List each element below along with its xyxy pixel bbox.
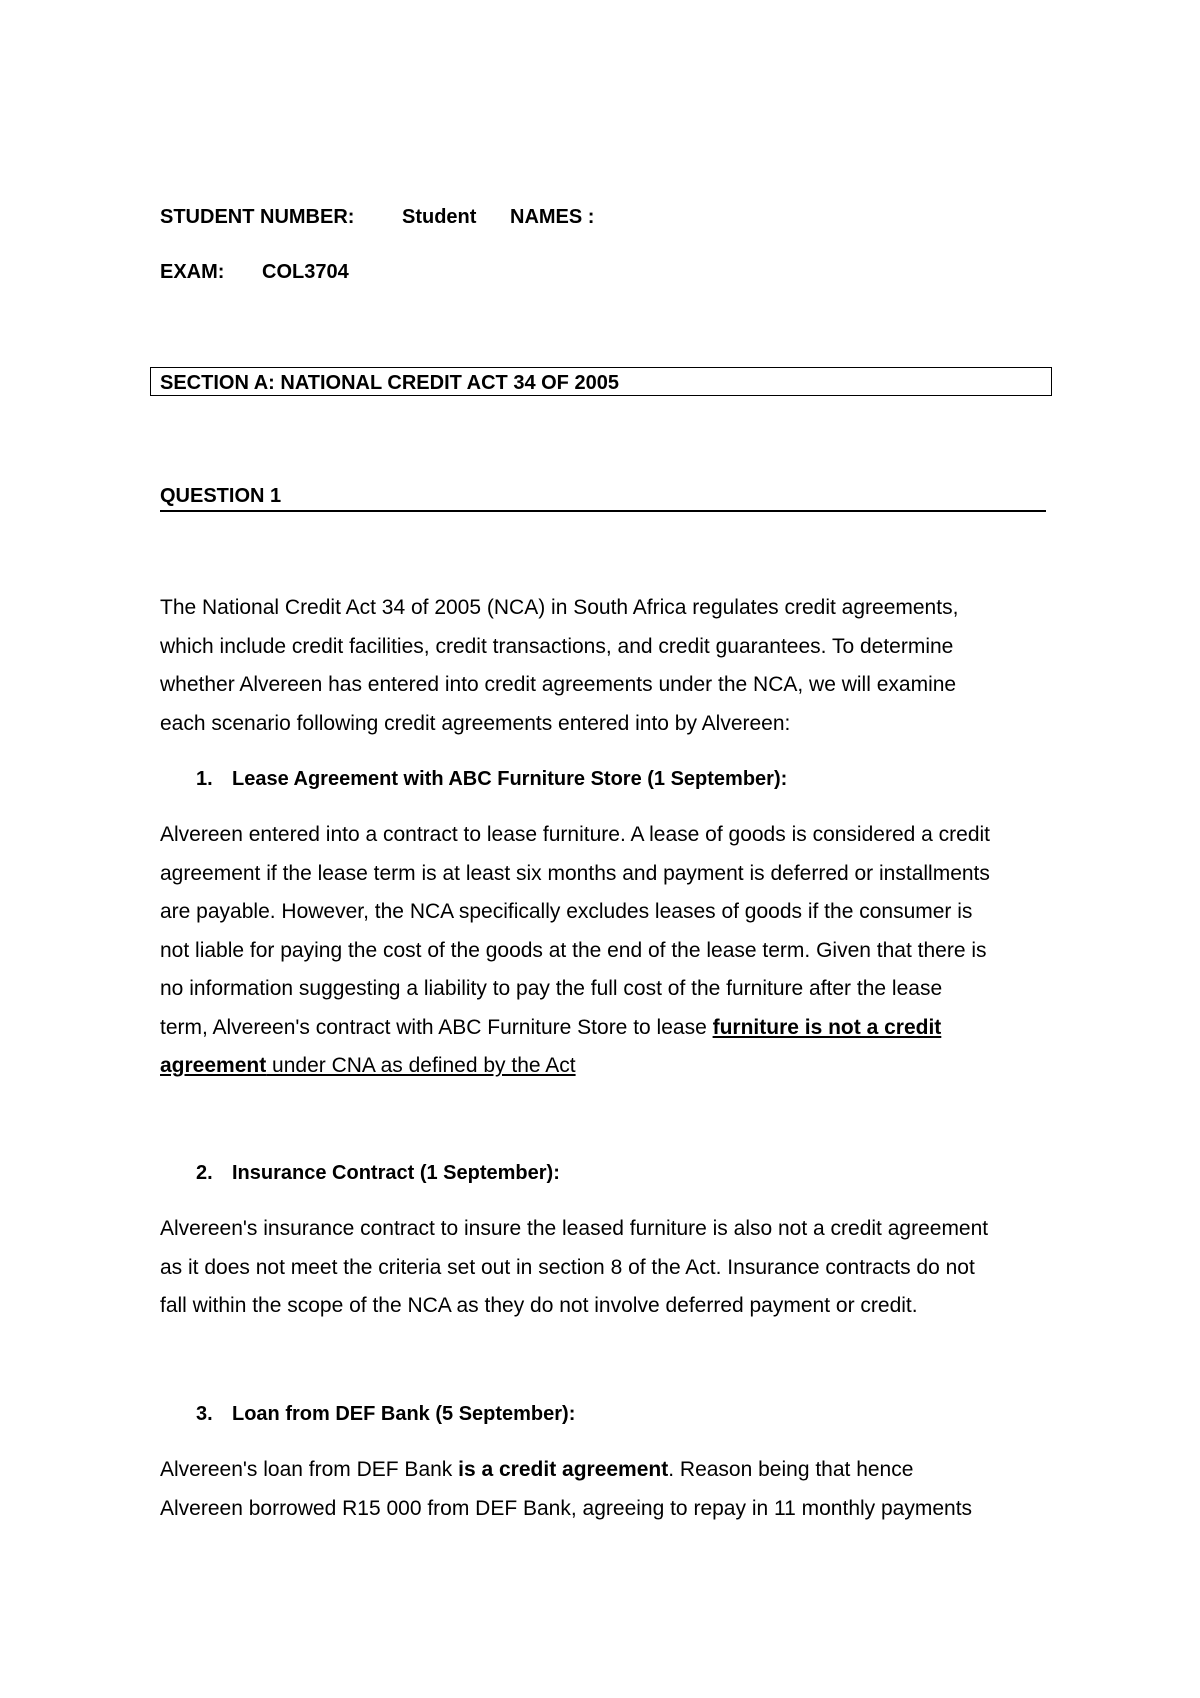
section-title: SECTION A: NATIONAL CREDIT ACT 34 OF 2005 <box>160 372 619 394</box>
item-1-line: no information suggesting a liability to pay the full cost of the furniture after the lease <box>160 977 943 1000</box>
item-3-line: Alvereen borrowed R15 000 from DEF Bank, agreeing to repay in 11 monthly payments <box>160 1496 973 1520</box>
item-number: 3. <box>196 1403 213 1425</box>
section-title-box <box>150 367 1052 396</box>
item-2-paragraph <box>160 1210 1060 1326</box>
item-2-line: as it does not meet the criteria set out in section 8 of the Act. Insurance contracts do not <box>160 1255 975 1279</box>
item-3-paragraph <box>160 1451 1060 1528</box>
intro-line: each scenario following credit agreements entered into by Alvereen: <box>160 711 791 735</box>
item-3-conclusion-bold: is a credit agreement <box>458 1458 669 1481</box>
item-3-line-mixed <box>160 1451 1060 1490</box>
item-3-line1-rest: . Reason being that hence <box>668 1458 914 1481</box>
item-1-line: Alvereen entered into a contract to lease furniture. A lease of goods is considered a credit <box>160 823 991 846</box>
intro-paragraph <box>160 589 1060 743</box>
student-value: Student <box>402 206 477 228</box>
item-heading-1 <box>196 768 787 791</box>
item-1-conclusion-underlined: under CNA as defined by the Act <box>266 1054 576 1077</box>
intro-line: which include credit facilities, credit transactions, and credit guarantees. To determine <box>160 634 954 658</box>
item-1-line: are payable. However, the NCA specifically excludes leases of goods if the consumer is <box>160 900 973 923</box>
item-1-conclusion-bold: furniture is not a credit <box>712 1015 942 1039</box>
item-1-line: not liable for paying the cost of the goods at the end of the lease term. Given that there is <box>160 938 987 962</box>
names-label: NAMES : <box>510 206 595 228</box>
item-3-line1-plain: Alvereen's loan from DEF Bank <box>160 1458 459 1481</box>
exam-value: COL3704 <box>262 261 349 283</box>
item-2-line: Alvereen's insurance contract to insure the leased furniture is also not a credit agreement <box>160 1217 989 1240</box>
item-number: 2. <box>196 1162 213 1184</box>
student-number-label: STUDENT NUMBER: <box>160 206 355 228</box>
intro-line: whether Alvereen has entered into credit agreements under the NCA, we will examine <box>160 673 957 696</box>
item-number: 1. <box>196 768 213 790</box>
item-1-line6-plain: term, Alvereen's contract with ABC Furniture Store to lease <box>160 1015 713 1039</box>
item-1-line: agreement if the lease term is at least six months and payment is deferred or installments <box>160 861 990 885</box>
item-heading-2 <box>196 1162 560 1185</box>
item-1-line-mixed <box>160 1009 1060 1048</box>
student-info-line <box>160 206 594 229</box>
exam-label: EXAM: <box>160 261 225 283</box>
item-1-line-mixed-2 <box>160 1047 1060 1086</box>
item-1-paragraph <box>160 816 1060 1086</box>
intro-line: The National Credit Act 34 of 2005 (NCA) in South Africa regulates credit agreements, <box>160 596 959 619</box>
exam-info-line <box>160 261 349 284</box>
item-1-conclusion-bold-2: agreement <box>160 1054 267 1077</box>
item-heading-3 <box>196 1403 575 1426</box>
item-heading-text: Loan from DEF Bank (5 September): <box>232 1403 576 1425</box>
item-heading-text: Lease Agreement with ABC Furniture Store (1 September): <box>232 768 788 790</box>
item-2-line: fall within the scope of the NCA as they do not involve deferred payment or credit. <box>160 1294 918 1317</box>
question-underline <box>160 510 1046 512</box>
item-heading-text: Insurance Contract (1 September): <box>232 1162 560 1184</box>
question-title: QUESTION 1 <box>160 485 282 507</box>
